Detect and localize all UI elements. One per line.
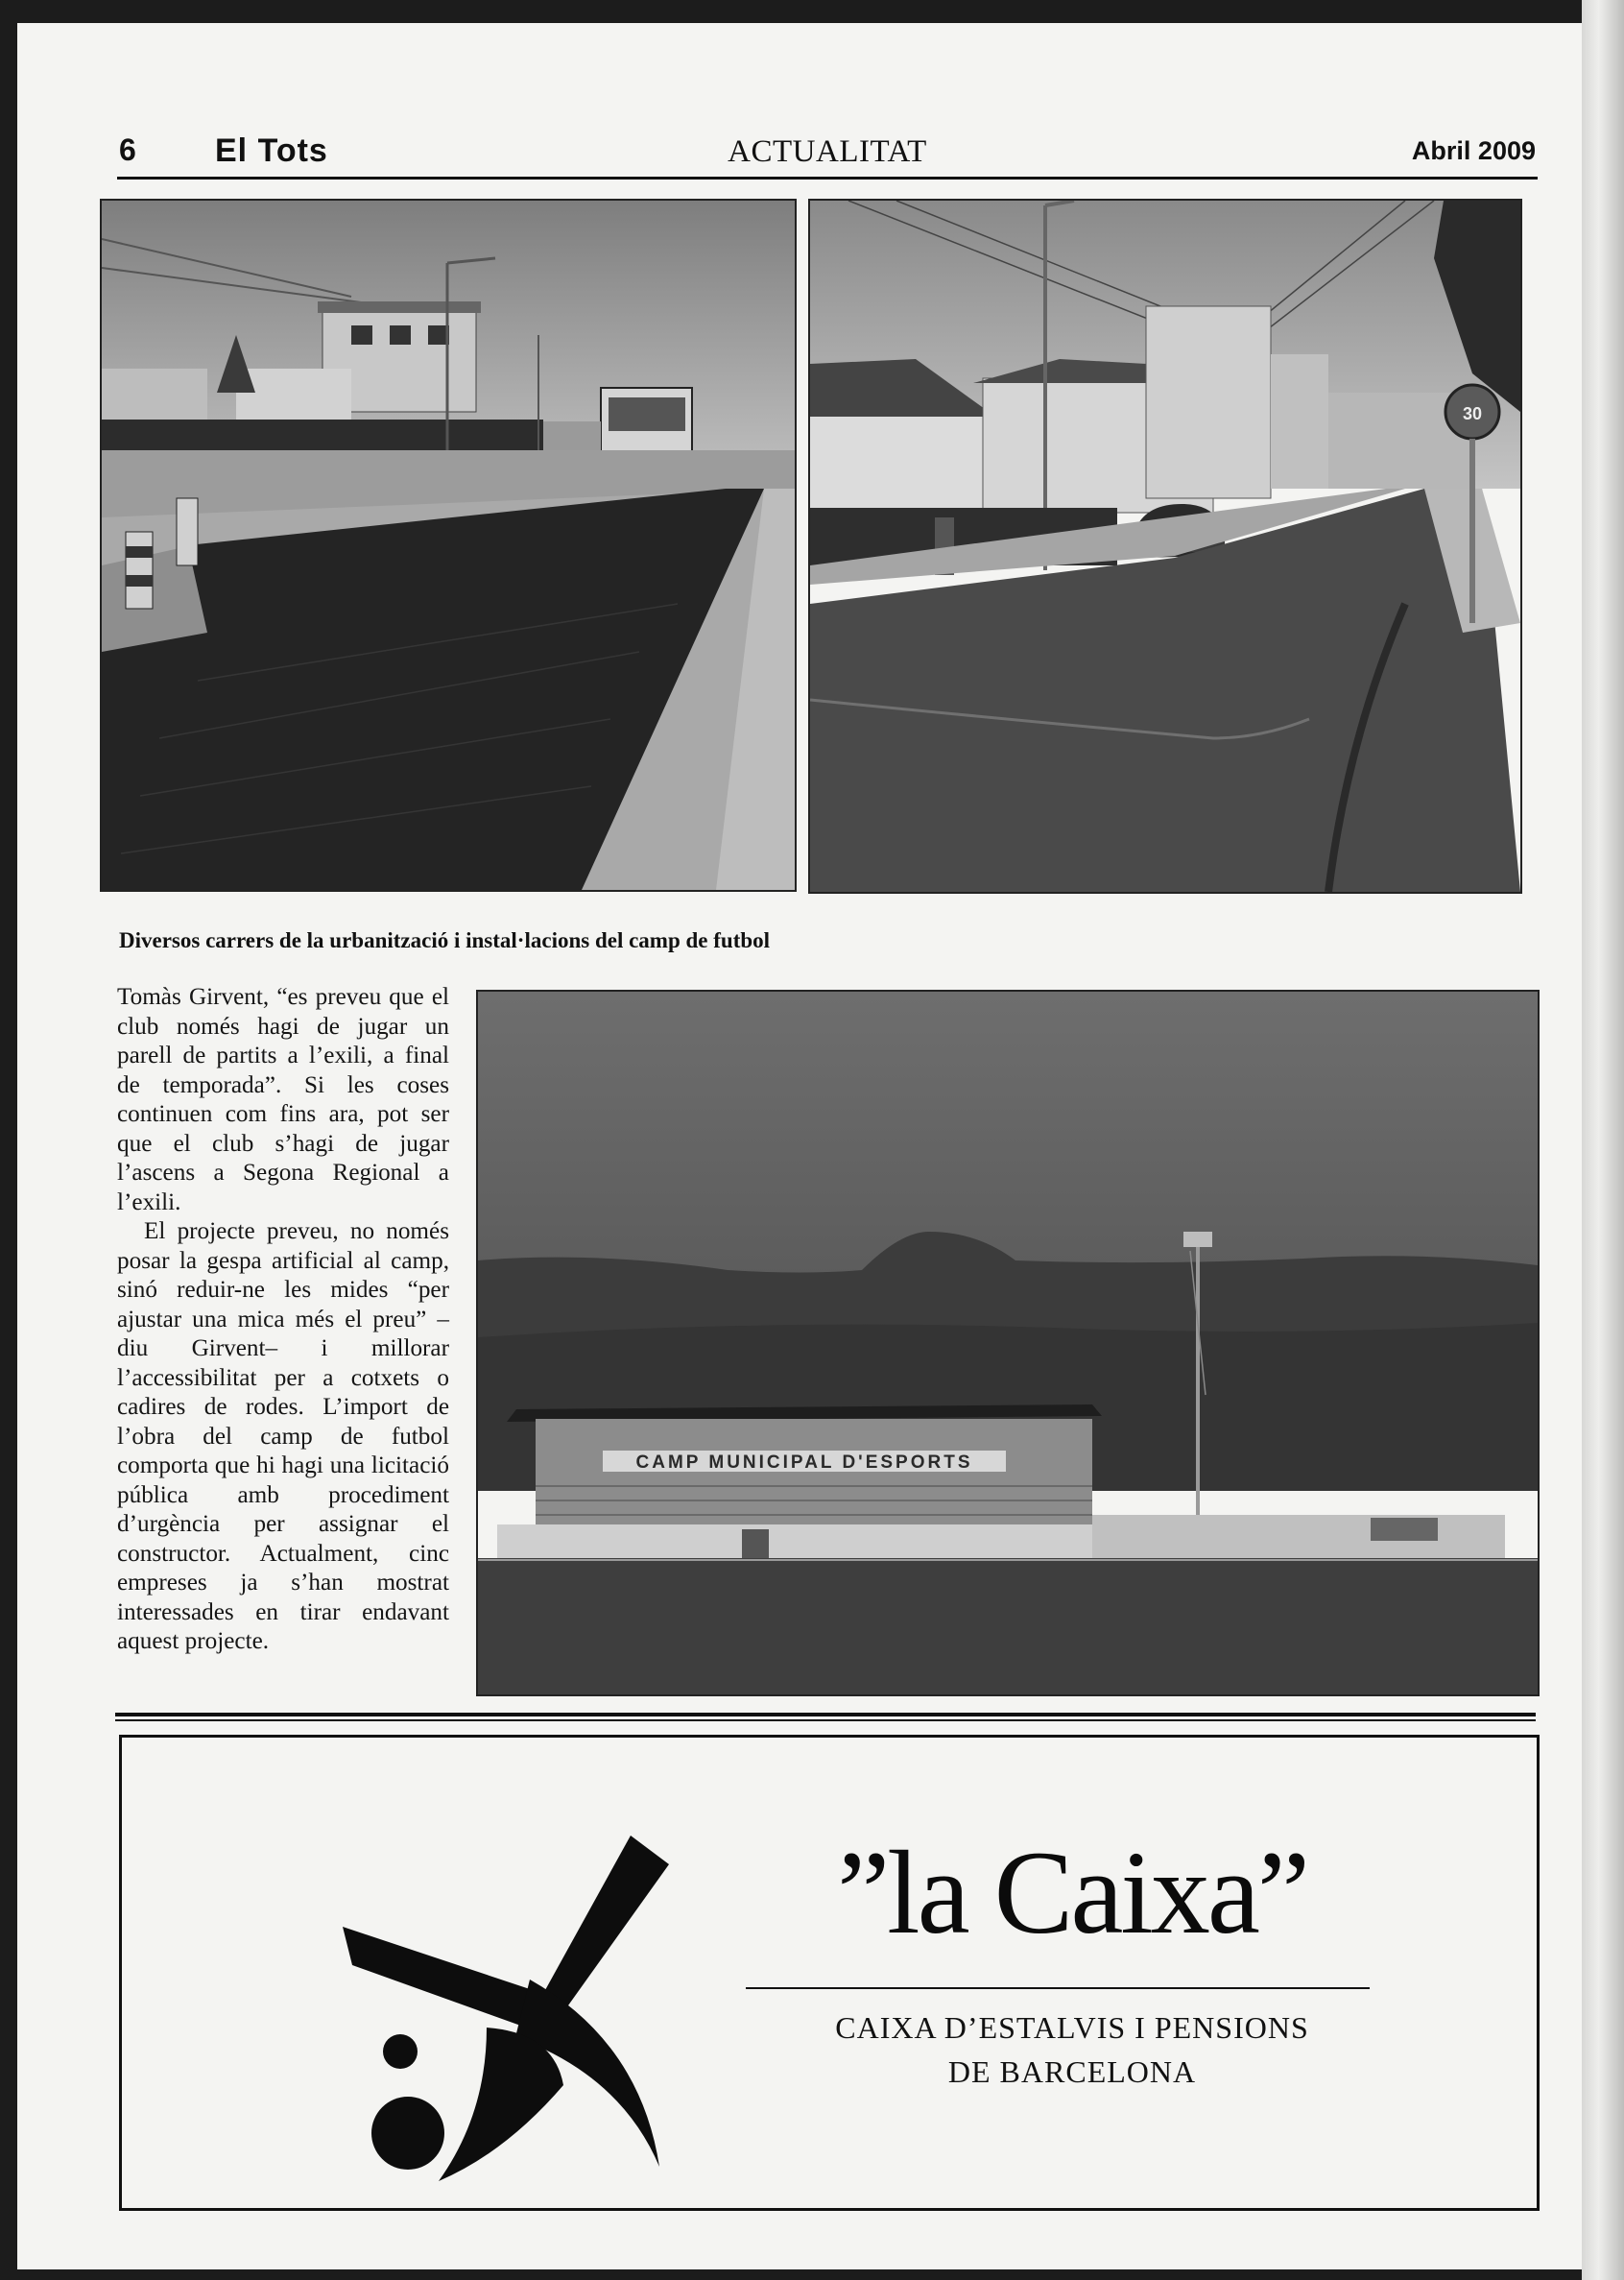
article-paragraph-2: El projecte preveu, no només posar la gespa artificial al camp, sinó reduir-ne les mides “per ajustar una mica més el preu” –diu Girvent– i millorar l’accessibilitat per a cotxets o cadires de rodes. L’import de l’obra del camp de futbol comporta que hi hagi una licitació pública amb procediment d’urgència per assignar el constructor. Actualment, cinc empreses ja s’han mostrat interessades en tirar endavant aquest projecte. bbox=[117, 1218, 449, 1654]
section-title: ACTUALITAT bbox=[728, 134, 927, 169]
article-paragraph-1: Tomàs Girvent, “es preveu que el club només hagi de jugar un parell de partits a l’exili, a final de temporada”. Si les coses continuen com fins ara, pot ser que el club s’hagi de jugar l’ascens a Segona Regional a l’exili. bbox=[117, 984, 449, 1215]
road-works-image bbox=[102, 201, 795, 890]
header-rule bbox=[117, 177, 1538, 180]
bleedthrough-text-1 bbox=[213, 1757, 226, 1809]
page-number: 6 bbox=[119, 132, 136, 167]
brand-name: ”la Caixa” bbox=[837, 1827, 1307, 1958]
photo-residential-street bbox=[808, 199, 1522, 894]
stadium-sign: CAMP MUNICIPAL D'ESPORTS bbox=[635, 1452, 973, 1473]
photo-caption: Diversos carrers de la urbanització i instal·lacions del camp de futbol bbox=[119, 928, 771, 952]
issue-date: Abril 2009 bbox=[1411, 136, 1536, 165]
brand-underline bbox=[746, 1987, 1370, 1989]
photo-football-stadium bbox=[476, 990, 1540, 1696]
residential-street-image bbox=[810, 201, 1520, 892]
brand-line-1: CAIXA D’ESTALVIS I PENSIONS bbox=[835, 2010, 1309, 2045]
photo-road-works bbox=[100, 199, 797, 892]
road-sign-label: 30 bbox=[1462, 404, 1483, 423]
page-header bbox=[119, 129, 1536, 173]
brand-line-2: DE BARCELONA bbox=[947, 2054, 1197, 2089]
page-spine-edge bbox=[1582, 0, 1624, 2280]
section-divider bbox=[115, 1713, 1536, 1716]
la-caixa-advertisement bbox=[119, 1735, 1540, 2211]
article-body bbox=[117, 983, 449, 1657]
football-stadium-image bbox=[478, 992, 1538, 1694]
la-caixa-star-logo-icon bbox=[343, 1836, 765, 2191]
publication-name: El Tots bbox=[215, 132, 328, 169]
section-divider-thin bbox=[115, 1719, 1536, 1721]
newspaper-page bbox=[17, 23, 1591, 2269]
